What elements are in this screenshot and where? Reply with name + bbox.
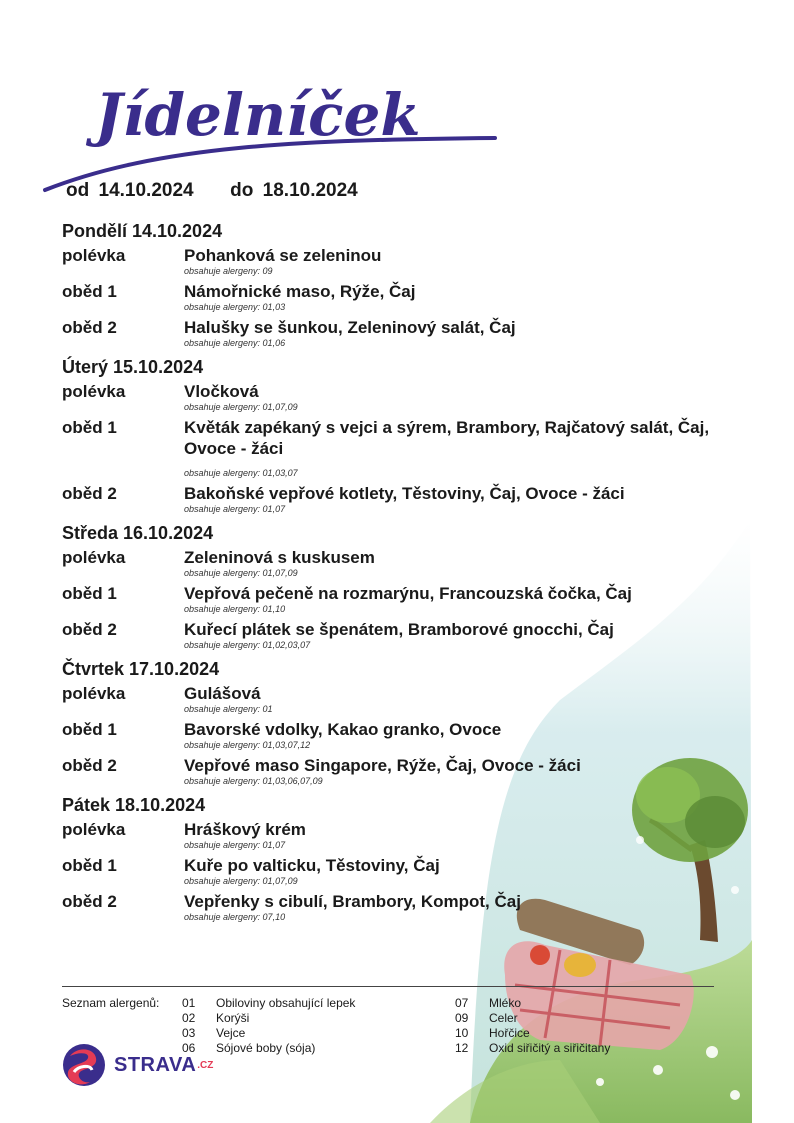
logo-wordmark: STRAVA	[114, 1053, 197, 1076]
meal-row	[62, 683, 762, 715]
meal-type: oběd 2	[62, 620, 117, 639]
meal-type: oběd 1	[62, 720, 117, 739]
allergen-name: Mléko	[489, 996, 522, 1010]
allergen-legend-item	[455, 1026, 610, 1041]
allergen-code: 09	[455, 1011, 469, 1025]
meal-type: oběd 2	[62, 318, 117, 337]
menu-day	[62, 793, 762, 923]
meal-name: Bavorské vdolky, Kakao granko, Ovoce	[184, 720, 502, 739]
meal-row	[62, 547, 762, 579]
meal-row	[62, 281, 762, 313]
meal-allergens: obsahuje alergeny: 01,03,06,07,09	[184, 776, 323, 786]
meal-allergens: obsahuje alergeny: 01,07	[184, 840, 286, 850]
meal-allergens: obsahuje alergeny: 07,10	[184, 912, 286, 922]
meal-allergens: obsahuje alergeny: 01,07,09	[184, 402, 298, 412]
period-to-label: do	[230, 180, 254, 201]
weekly-menu	[62, 219, 762, 929]
period-from-label: od	[66, 180, 90, 201]
meal-type: oběd 1	[62, 418, 117, 437]
meal-row	[62, 317, 762, 349]
meal-type: polévka	[62, 382, 126, 401]
allergen-legend-item	[182, 996, 355, 1011]
meal-name: Gulášová	[184, 684, 261, 703]
day-title: Středa 16.10.2024	[62, 523, 214, 543]
allergen-legend-item	[455, 1041, 610, 1056]
allergen-code: 06	[182, 1041, 196, 1055]
allergen-name: Sójové boby (sója)	[216, 1041, 316, 1055]
meal-type: oběd 1	[62, 282, 117, 301]
meal-name: Vepřenky s cibulí, Brambory, Kompot, Čaj	[184, 892, 521, 911]
meal-row	[62, 381, 762, 413]
allergen-name: Celer	[489, 1011, 518, 1025]
meal-allergens: obsahuje alergeny: 01,03,07,12	[184, 740, 311, 750]
meal-row	[62, 719, 762, 751]
meal-type: oběd 2	[62, 756, 117, 775]
allergen-name: Hořčice	[489, 1026, 530, 1040]
meal-row	[62, 819, 762, 851]
title-calligraphy	[40, 50, 510, 200]
meal-name: Zeleninová s kuskusem	[184, 548, 375, 567]
meal-type: polévka	[62, 246, 126, 265]
menu-period	[66, 180, 362, 202]
meal-type: oběd 2	[62, 892, 117, 911]
meal-type: polévka	[62, 820, 126, 839]
meal-type: oběd 2	[62, 484, 117, 503]
period-to-date: 18.10.2024	[262, 180, 358, 201]
meal-allergens: obsahuje alergeny: 01,10	[184, 604, 286, 614]
allergen-legend-column-2	[455, 996, 610, 1056]
meal-allergens: obsahuje alergeny: 01,06	[184, 338, 286, 348]
menu-day	[62, 521, 762, 651]
allergen-legend-item	[182, 1026, 355, 1041]
day-title: Úterý 15.10.2024	[62, 357, 204, 377]
allergen-legend-label: Seznam alergenů:	[62, 996, 160, 1010]
meal-row	[62, 619, 762, 651]
allergen-code: 03	[182, 1026, 196, 1040]
meal-name: Vepřové maso Singapore, Rýže, Čaj, Ovoce - žáci	[184, 756, 581, 775]
meal-allergens: obsahuje alergeny: 01,03	[184, 302, 286, 312]
allergen-legend-item	[182, 1011, 355, 1026]
day-title: Čtvrtek 17.10.2024	[62, 659, 220, 679]
allergen-legend-item	[455, 996, 610, 1011]
meal-allergens: obsahuje alergeny: 01,02,03,07	[184, 640, 311, 650]
meal-name: Námořnické maso, Rýže, Čaj	[184, 282, 416, 301]
allergen-code: 10	[455, 1026, 469, 1040]
logo-domain: .CZ	[197, 1059, 214, 1071]
meal-allergens: obsahuje alergeny: 01,07,09	[184, 876, 298, 886]
meal-name: Vločková	[184, 382, 259, 401]
meal-allergens: obsahuje alergeny: 01,07,09	[184, 568, 298, 578]
allergen-legend-item	[455, 1011, 610, 1026]
allergen-name: Korýši	[216, 1011, 250, 1025]
meal-allergens: obsahuje alergeny: 01	[184, 704, 273, 714]
strava-logo	[60, 1042, 213, 1088]
meal-row	[62, 855, 762, 887]
meal-name: Halušky se šunkou, Zeleninový salát, Čaj	[184, 318, 516, 337]
allergen-code: 12	[455, 1041, 469, 1055]
meal-type: polévka	[62, 548, 126, 567]
meal-row	[62, 755, 762, 787]
meal-row	[62, 245, 762, 277]
allergen-name: Obiloviny obsahující lepek	[216, 996, 356, 1010]
allergen-name: Oxid siřičitý a siřičitany	[489, 1041, 611, 1055]
period-from-date: 14.10.2024	[98, 180, 194, 201]
meal-allergens: obsahuje alergeny: 09	[184, 266, 273, 276]
menu-day	[62, 657, 762, 787]
meal-name: Květák zapékaný s vejci a sýrem, Brambory, Rajčatový salát, Čaj, Ovoce - žáci	[184, 418, 710, 458]
footer-divider	[62, 986, 714, 987]
meal-name: Hráškový krém	[184, 820, 306, 839]
meal-name: Kuře po valticku, Těstoviny, Čaj	[184, 856, 440, 875]
meal-row	[62, 417, 762, 479]
meal-row	[62, 583, 762, 615]
day-title: Pondělí 14.10.2024	[62, 221, 223, 241]
meal-name: Pohanková se zeleninou	[184, 246, 382, 265]
meal-name: Vepřová pečeně na rozmarýnu, Francouzská čočka, Čaj	[184, 584, 632, 603]
meal-row	[62, 891, 762, 923]
meal-type: oběd 1	[62, 856, 117, 875]
allergen-code: 07	[455, 996, 469, 1010]
allergen-code: 02	[182, 1011, 196, 1025]
meal-allergens: obsahuje alergeny: 01,03,07	[184, 468, 298, 478]
meal-row	[62, 483, 762, 515]
meal-allergens: obsahuje alergeny: 01,07	[184, 504, 286, 514]
meal-type: oběd 1	[62, 584, 117, 603]
menu-day	[62, 219, 762, 349]
meal-name: Kuřecí plátek se špenátem, Bramborové gnocchi, Čaj	[184, 620, 614, 639]
strava-logo-icon	[60, 1042, 108, 1088]
allergen-name: Vejce	[216, 1026, 246, 1040]
page-title: Jídelníček	[95, 81, 421, 149]
menu-day	[62, 355, 762, 515]
meal-type: polévka	[62, 684, 126, 703]
day-title: Pátek 18.10.2024	[62, 795, 206, 815]
allergen-code: 01	[182, 996, 196, 1010]
meal-name: Bakoňské vepřové kotlety, Těstoviny, Čaj, Ovoce - žáci	[184, 484, 625, 503]
